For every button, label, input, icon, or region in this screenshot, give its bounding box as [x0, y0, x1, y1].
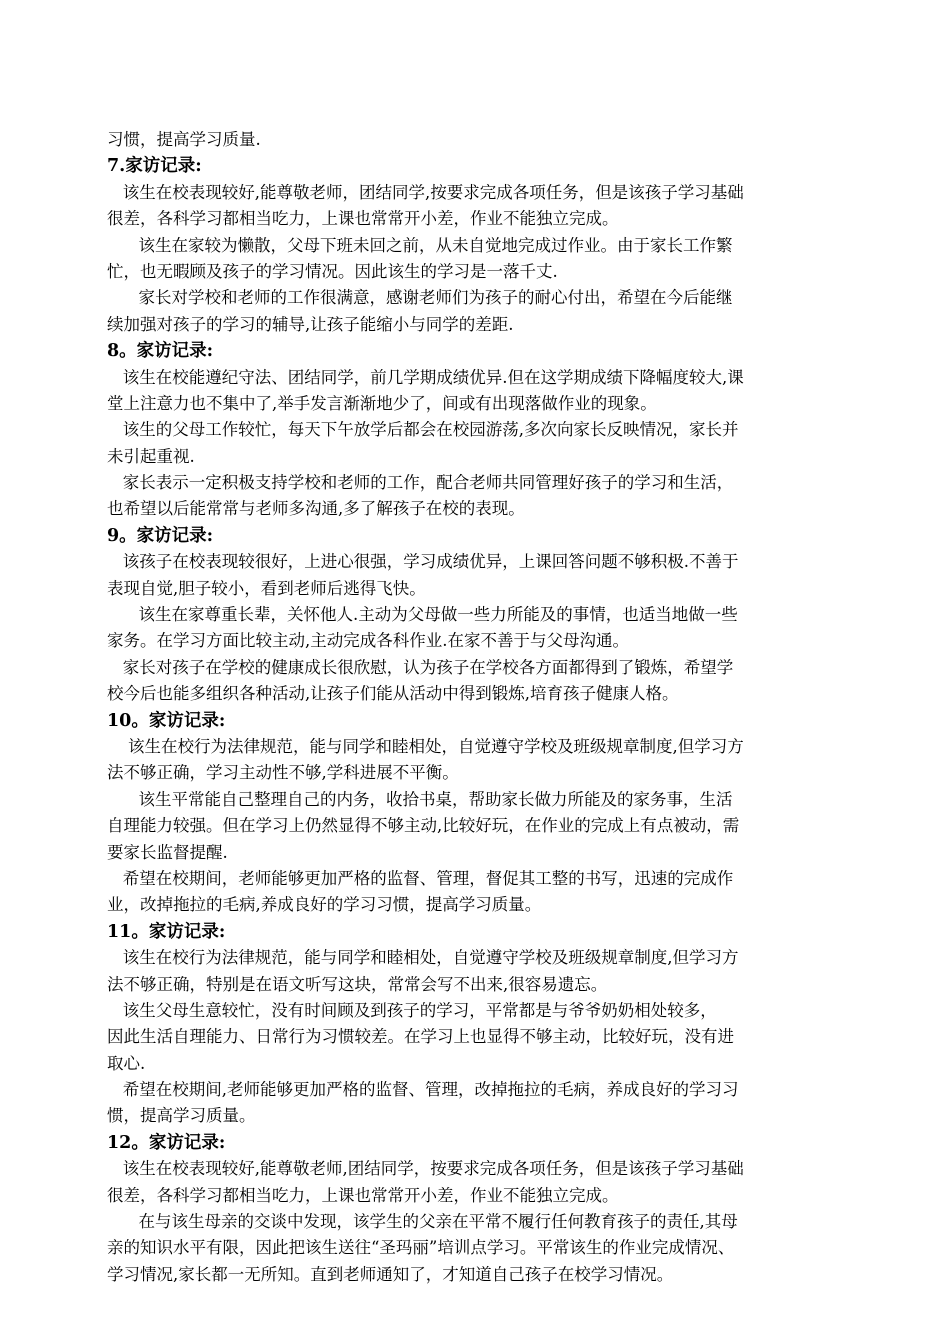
paragraph-line: 该生在校能遵纪守法、团结同学，前几学期成绩优异.但在这学期成绩下降幅度较大,课: [107, 367, 744, 387]
section-heading: 12。家访记录:: [107, 1132, 226, 1153]
paragraph-line: 续加强对孩子的学习的辅导,让孩子能缩小与同学的差距.: [107, 314, 514, 334]
document-body: [107, 127, 851, 1288]
paragraph-line: 该生父母生意较忙，没有时间顾及到孩子的学习，平常都是与爷爷奶奶相处较多，: [107, 1000, 717, 1020]
paragraph-line: 也希望以后能常常与老师多沟通,多了解孩子在校的表现。: [107, 499, 525, 519]
paragraph-line: 在与该生母亲的交谈中发现，该学生的父亲在平常不履行任何教育孩子的责任,其母: [107, 1212, 738, 1232]
paragraph-line: 希望在校期间，老师能够更加严格的监督、管理，督促其工整的书写，迅速的完成作: [107, 868, 734, 888]
paragraph-line: 希望在校期间,老师能够更加严格的监督、管理，改掉拖拉的毛病，养成良好的学习习: [107, 1080, 739, 1100]
paragraph-line: 该生平常能自己整理自己的内务，收拾书桌，帮助家长做力所能及的家务事，生活: [107, 789, 733, 809]
section-heading: 11。家访记录:: [107, 921, 226, 942]
paragraph-line: 表现自觉,胆子较小，看到老师后逃得飞快。: [107, 578, 426, 598]
paragraph-line: 未引起重视.: [107, 446, 195, 466]
paragraph-line: 家长表示一定积极支持学校和老师的工作，配合老师共同管理好孩子的学习和生活，: [107, 473, 734, 493]
paragraph-line: 忙，也无暇顾及孩子的学习情况。因此该生的学习是一落千丈.: [107, 261, 558, 281]
paragraph-line: 取心.: [107, 1053, 146, 1073]
paragraph-line: 家长对孩子在学校的健康成长很欣慰，认为孩子在学校各方面都得到了锻炼，希望学: [107, 657, 734, 677]
paragraph-line: 很差，各科学习都相当吃力，上课也常常开小差，作业不能独立完成。: [107, 209, 619, 229]
paragraph-line: 亲的知识水平有限，因此把该生送往“圣玛丽”培训点学习。平常该生的作业完成情况、: [107, 1238, 735, 1258]
section-heading: 7.家访记录:: [107, 156, 202, 177]
paragraph-line: 法不够正确，学习主动性不够,学科进展不平衡。: [107, 763, 459, 783]
paragraph-line: 该生在校表现较好,能尊敬老师，团结同学,按要求完成各项任务，但是该孩子学习基础: [107, 182, 744, 202]
section-heading: 10。家访记录:: [107, 710, 226, 731]
paragraph-line: 该生在家尊重长辈，关怀他人.主动为父母做一些力所能及的事情，也适当地做一些: [107, 605, 738, 625]
paragraph-line: 该生在校行为法律规范，能与同学和睦相处，自觉遵守学校及班级规章制度,但学习方: [107, 736, 744, 756]
paragraph-line: 要家长监督提醒.: [107, 842, 228, 862]
paragraph-line: 习惯，提高学习质量.: [107, 130, 261, 149]
paragraph-line: 自理能力较强。但在学习上仍然显得不够主动,比较好玩，在作业的完成上有点被动，需: [107, 816, 740, 836]
paragraph-line: 法不够正确，特别是在语文听写这块，常常会写不出来,很容易遗忘。: [107, 974, 608, 994]
paragraph-line: 业，改掉拖拉的毛病,养成良好的学习习惯，提高学习质量。: [107, 895, 542, 915]
paragraph-line: 该生在家较为懒散，父母下班未回之前，从未自觉地完成过作业。由于家长工作繁: [107, 235, 733, 255]
paragraph-line: 校今后也能多组织各种活动,让孩子们能从活动中得到锻炼,培育孩子健康人格。: [107, 684, 679, 704]
paragraph-line: 该生的父母工作较忙，每天下午放学后都会在校园游荡,多次向家长反映情况，家长并: [107, 420, 739, 440]
paragraph-line: 该孩子在校表现较很好，上进心很强，学习成绩优异，上课回答问题不够积极.不善于: [107, 552, 739, 572]
paragraph-line: 堂上注意力也不集中了,举手发言渐渐地少了，间或有出现落做作业的现象。: [107, 393, 657, 413]
paragraph-line: 家长对学校和老师的工作很满意，感谢老师们为孩子的耐心付出，希望在今后能继: [107, 288, 733, 308]
paragraph-line: 家务。在学习方面比较主动,主动完成各科作业.在家不善于与父母沟通。: [107, 631, 629, 651]
paragraph-line: 惯，提高学习质量。: [107, 1106, 256, 1126]
paragraph-line: 很差，各科学习都相当吃力，上课也常常开小差，作业不能独立完成。: [107, 1185, 619, 1205]
paragraph-line: 因此生活自理能力、日常行为习惯较差。在学习上也显得不够主动，比较好玩，没有进: [107, 1027, 734, 1047]
section-heading: 8。家访记录:: [107, 341, 214, 362]
section-heading: 9。家访记录:: [107, 525, 214, 546]
paragraph-line: 学习情况,家长都一无所知。直到老师通知了，才知道自己孩子在校学习情况。: [107, 1264, 674, 1284]
paragraph-line: 该生在校表现较好,能尊敬老师,团结同学，按要求完成各项任务，但是该孩子学习基础: [107, 1159, 744, 1179]
paragraph-line: 该生在校行为法律规范，能与同学和睦相处，自觉遵守学校及班级规章制度,但学习方: [107, 948, 739, 968]
